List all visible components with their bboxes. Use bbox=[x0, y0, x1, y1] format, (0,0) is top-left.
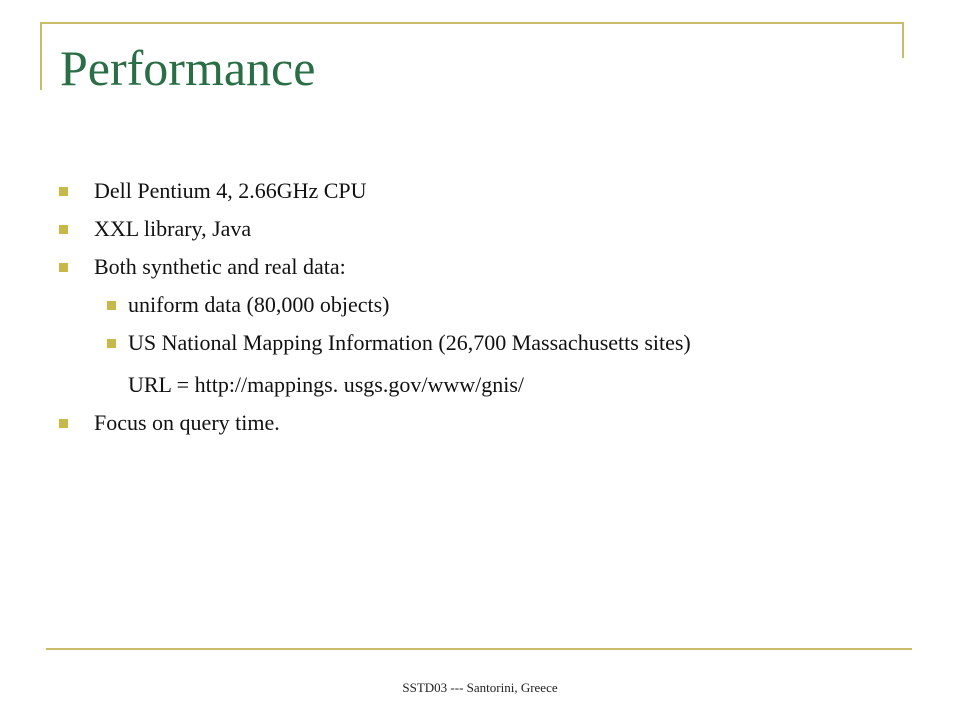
sub-bullet-item bbox=[128, 292, 390, 318]
slide-title: Performance bbox=[60, 40, 316, 96]
bullet-square-icon bbox=[107, 339, 116, 348]
bullet-item bbox=[94, 216, 251, 242]
bullet-item bbox=[94, 178, 367, 204]
frame-bottom-line bbox=[46, 648, 912, 650]
bullet-square-icon bbox=[59, 225, 68, 234]
bullet-item bbox=[94, 410, 280, 436]
bullet-text: uniform data (80,000 objects) bbox=[128, 292, 390, 317]
bullet-text: Focus on query time. bbox=[94, 410, 280, 435]
bullet-text: Dell Pentium 4, 2.66GHz CPU bbox=[94, 178, 367, 203]
bullet-item bbox=[94, 254, 346, 280]
bullet-text: Both synthetic and real data: bbox=[94, 254, 346, 279]
slide-footer: SSTD03 --- Santorini, Greece bbox=[402, 680, 558, 695]
bullet-square-icon bbox=[59, 187, 68, 196]
frame-right-line bbox=[902, 22, 904, 58]
bullet-square-icon bbox=[59, 419, 68, 428]
frame-left-line bbox=[40, 22, 42, 90]
bullet-square-icon bbox=[59, 263, 68, 272]
url-line bbox=[128, 372, 524, 398]
bullet-square-icon bbox=[107, 301, 116, 310]
sub-bullet-item bbox=[128, 330, 691, 356]
frame-top-line bbox=[40, 22, 904, 24]
url-text: URL = http://mappings. usgs.gov/www/gnis/ bbox=[128, 372, 524, 397]
bullet-text: XXL library, Java bbox=[94, 216, 252, 241]
bullet-text: US National Mapping Information (26,700 Massachusetts sites) bbox=[128, 330, 691, 355]
